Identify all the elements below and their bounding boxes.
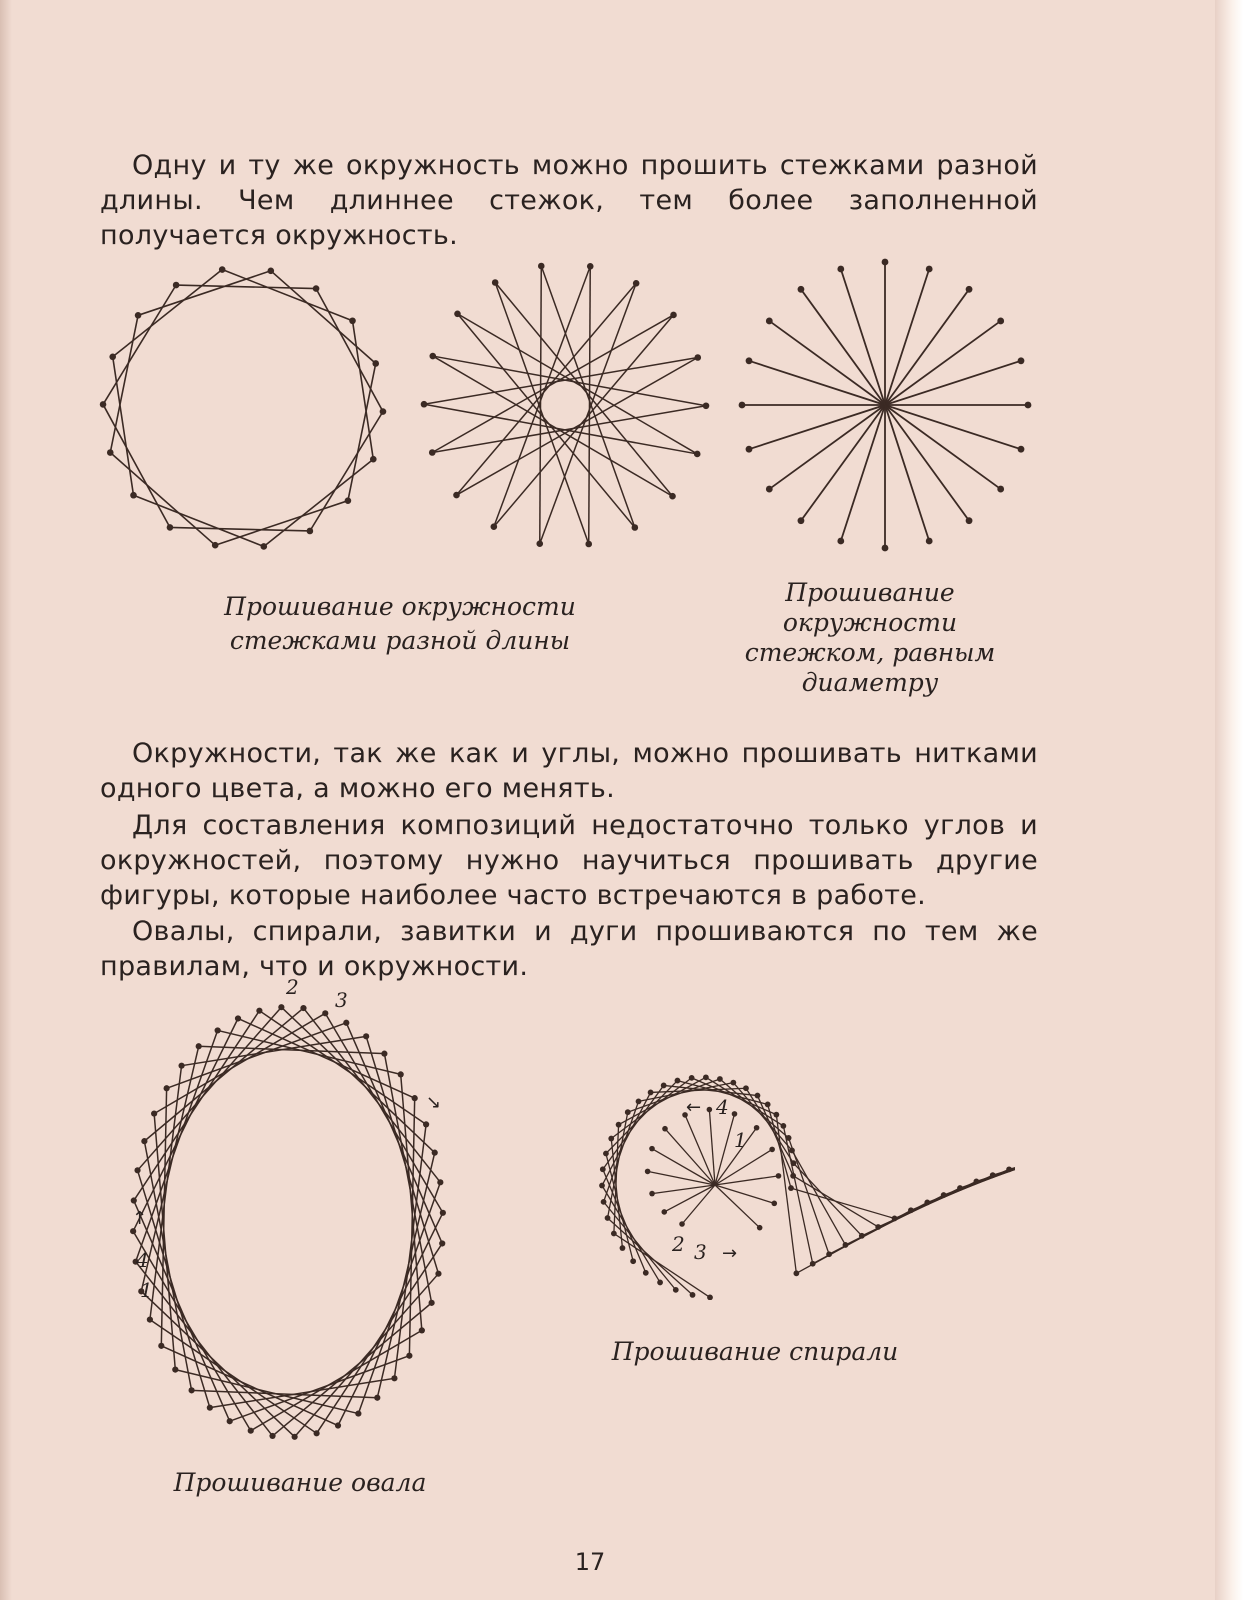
stitch-line: [541, 266, 635, 527]
stitch-hole: [109, 353, 116, 360]
stitch-line: [540, 283, 636, 543]
stitch-line: [144, 1008, 303, 1141]
stitch-hole: [314, 1430, 320, 1436]
stitch-hole: [754, 1125, 760, 1131]
stitch-hole: [739, 402, 746, 409]
stitch-hole: [189, 1387, 195, 1393]
stitch-line: [603, 1085, 664, 1169]
stitch-hole: [491, 523, 498, 530]
stitch-hole: [746, 446, 753, 453]
stitch-hole: [630, 1258, 636, 1264]
stitch-hole: [212, 542, 219, 549]
stitch-line: [133, 1018, 238, 1231]
stitch-line: [317, 1243, 443, 1433]
spiral-stitch-figure: [575, 1040, 1015, 1300]
stitch-hole: [107, 449, 114, 456]
stitch-hole: [703, 1074, 709, 1080]
stitch-hole: [780, 1123, 786, 1129]
stitch-hole: [1025, 402, 1032, 409]
stitch-line: [1009, 1137, 1015, 1169]
stitch-hole: [219, 266, 226, 273]
stitch-hole: [789, 1148, 795, 1154]
stitch-hole: [322, 1010, 328, 1016]
stitch-hole: [130, 1228, 136, 1234]
stitch-hole: [343, 1020, 349, 1026]
stitch-line: [611, 1078, 691, 1139]
stitch-hole: [826, 1251, 832, 1257]
stitch-line: [603, 1169, 646, 1273]
stitch-hole: [757, 1225, 763, 1231]
stitch-hole: [421, 401, 428, 408]
stitch-line: [325, 1013, 443, 1212]
caption-spiral: Прошивание спирали: [611, 1337, 899, 1366]
stitch-line: [133, 495, 263, 546]
stitch-hole: [837, 266, 844, 273]
stitch-line: [133, 1231, 251, 1430]
stitch-line: [138, 1007, 282, 1170]
stitch-line: [495, 283, 589, 544]
stitch-hole: [926, 266, 933, 273]
stitch-hole: [349, 317, 356, 324]
stitch-hole: [990, 1172, 996, 1178]
stitch-line: [338, 1213, 443, 1426]
stitch-line: [791, 1188, 895, 1218]
stitch-line: [540, 266, 542, 544]
stitch-line: [110, 453, 215, 546]
stitch-hole: [703, 402, 710, 409]
stitch-hole: [679, 1221, 685, 1227]
stitch-hole: [307, 528, 314, 535]
stitch-line: [176, 285, 316, 289]
stitch-line: [433, 356, 673, 496]
stitch-hole: [1018, 357, 1025, 364]
stitch-hole: [585, 541, 592, 548]
stitch-hole: [601, 1199, 607, 1205]
stitch-hole: [882, 545, 889, 552]
stitch-hole: [657, 1280, 663, 1286]
stitch-hole: [791, 1160, 797, 1166]
stitch-line: [170, 527, 310, 531]
stitch-line: [134, 1201, 230, 1422]
stitch-hole: [788, 1185, 794, 1191]
stitch-hole: [649, 1146, 655, 1152]
stitch-line: [259, 1011, 426, 1125]
caption-diameter-stitch: Прошивание окружности стежком, равным диаметру: [744, 578, 996, 697]
caption-oval: Прошивание овала: [173, 1468, 427, 1497]
stitch-line: [715, 1176, 778, 1185]
stitch-hole: [643, 1270, 649, 1276]
stitch-hole: [882, 259, 889, 266]
stitch-line: [794, 1163, 862, 1236]
stitch-hole: [439, 1240, 445, 1246]
stitch-line: [316, 289, 383, 412]
stitch-hole: [131, 1197, 137, 1203]
stitch-hole: [164, 1085, 170, 1091]
stitch-hole: [167, 524, 174, 531]
stitch-hole: [773, 1112, 779, 1118]
stitch-hole: [248, 1428, 254, 1434]
stitch-hole: [636, 1098, 642, 1104]
spiral-left-arrow-icon: ←: [686, 1097, 702, 1118]
stitch-hole: [538, 263, 545, 270]
stitch-hole: [661, 1083, 667, 1089]
stitch-hole: [730, 1080, 736, 1086]
paragraph-thread-colors: Окружности, так же как и углы, можно прошивать нитками одного цвета, а можно его менять.: [100, 738, 1038, 804]
stitch-line: [589, 266, 591, 544]
stitch-line: [136, 1030, 218, 1261]
stitch-hole: [372, 360, 379, 367]
stitch-hole: [172, 1367, 178, 1373]
stitch-line: [103, 404, 170, 527]
stitch-hole: [771, 1201, 777, 1207]
stitch-hole: [215, 1027, 221, 1033]
spiral-label-4: 4: [716, 1095, 729, 1119]
stitch-hole: [412, 1095, 418, 1101]
stitch-line: [456, 283, 636, 495]
stitch-hole: [798, 286, 805, 293]
stitch-hole: [147, 1317, 153, 1323]
stitch-hole: [437, 1179, 443, 1185]
stitch-hole: [398, 1071, 404, 1077]
stitch-hole: [717, 1076, 723, 1082]
stitch-hole: [256, 1008, 262, 1014]
stitch-hole: [391, 1375, 397, 1381]
stitch-hole: [611, 1231, 617, 1237]
stitch-hole: [707, 1107, 713, 1113]
stitch-hole: [355, 1410, 361, 1416]
stitch-hole: [235, 1015, 241, 1021]
stitch-hole: [536, 540, 543, 547]
stitch-hole: [207, 1405, 213, 1411]
stitch-line: [103, 285, 176, 404]
stitch-hole: [178, 1063, 184, 1069]
stitch-line: [793, 1176, 878, 1227]
stitch-hole: [423, 1121, 429, 1127]
stitch-hole: [926, 538, 933, 545]
stitch-hole: [134, 1167, 140, 1173]
stitch-line: [150, 1320, 317, 1434]
stitch-hole: [966, 517, 973, 524]
stitch-hole: [859, 1233, 865, 1239]
stitch-hole: [492, 279, 499, 286]
oval-label-2: 2: [286, 975, 299, 999]
stitch-line: [652, 1149, 715, 1185]
stitch-hole: [765, 1102, 771, 1108]
stitch-hole: [798, 517, 805, 524]
stitch-hole: [908, 1207, 914, 1213]
stitch-hole: [605, 1215, 611, 1221]
stitch-hole: [746, 357, 753, 364]
stitch-hole: [603, 1151, 609, 1157]
page-left-edge: [0, 0, 12, 1600]
stitch-line: [273, 1303, 432, 1436]
oval-up-arrow-icon: ↑: [132, 1208, 148, 1229]
stitch-hole: [363, 1033, 369, 1039]
stitch-hole: [766, 318, 773, 325]
stitch-line: [789, 1138, 829, 1254]
stitch-hole: [632, 524, 639, 531]
stitch-hole: [837, 538, 844, 545]
stitch-hole: [755, 1093, 761, 1099]
circle-diameter-stitch-figure: [735, 255, 1040, 555]
stitch-line: [602, 1186, 660, 1283]
stitch-line: [927, 1159, 1015, 1203]
spiral-label-1: 1: [734, 1128, 747, 1152]
stitch-hole: [966, 286, 973, 293]
circle-short-stitch-figure: [95, 265, 395, 555]
stitch-hole: [158, 1343, 164, 1349]
stitch-hole: [633, 280, 640, 287]
stitch-line: [606, 1081, 678, 1154]
stitch-hole: [260, 543, 267, 550]
stitch-hole: [786, 1135, 792, 1141]
stitch-hole: [941, 1192, 947, 1198]
paragraph-ovals-spirals: Овалы, спирали, завитки и дуги прошиваются по тем же правилам, что и окружности.: [100, 916, 1038, 982]
stitch-hole: [776, 1173, 782, 1179]
stitch-line: [271, 271, 376, 364]
stitch-line: [134, 1011, 260, 1201]
stitch-hole: [406, 1353, 412, 1359]
stitch-hole: [151, 1111, 157, 1117]
stitch-hole: [435, 1271, 441, 1277]
paragraph-circle-stitch-length: Одну и ту же окружность можно прошить стежками разной длины. Чем длиннее стежок, тем более заполненной получается окружность.: [100, 150, 1038, 251]
stitch-hole: [670, 312, 677, 319]
stitch-hole: [429, 449, 436, 456]
stitch-hole: [649, 1191, 655, 1197]
oval-label-1: 1: [140, 1278, 153, 1302]
oval-down-arrow-icon: ↘: [426, 1092, 442, 1113]
circle-long-stitch-figure: [415, 255, 715, 555]
caption-circle-stitch-lengths: Прошивание окружности стежками разной длины: [224, 592, 576, 655]
stitch-hole: [662, 1126, 668, 1132]
stitch-line: [604, 1101, 639, 1201]
stitch-hole: [599, 1183, 605, 1189]
stitch-hole: [673, 1287, 679, 1293]
stitch-hole: [453, 492, 460, 499]
oval-label-3: 3: [335, 988, 348, 1012]
stitch-hole: [875, 1224, 881, 1230]
stitch-hole: [345, 497, 352, 504]
stitch-line: [494, 266, 590, 526]
spiral-label-3: 3: [694, 1240, 707, 1264]
stitch-line: [281, 1007, 434, 1152]
paragraph-other-figures: Для составления композиций недостаточно только углов и окружностей, поэтому нужно научиться прошивать другие фигуры, которые наиболее часто встречаются в работе.: [100, 810, 1038, 911]
stitch-hole: [620, 1245, 626, 1251]
stitch-hole: [381, 1051, 387, 1057]
stitch-line: [792, 1150, 845, 1244]
stitch-hole: [370, 456, 377, 463]
stitch-hole: [645, 1169, 651, 1175]
stitch-hole: [892, 1216, 898, 1222]
stitch-hole: [694, 354, 701, 361]
stitch-hole: [429, 1300, 435, 1306]
stitch-hole: [374, 1395, 380, 1401]
stitch-hole: [608, 1136, 614, 1142]
stitch-line: [604, 1202, 676, 1290]
stitch-hole: [100, 401, 107, 408]
stitch-hole: [743, 1085, 749, 1091]
stitch-hole: [141, 1138, 147, 1144]
stitch-line: [494, 315, 674, 527]
stitch-hole: [973, 1178, 979, 1184]
stitch-hole: [429, 353, 436, 360]
stitch-hole: [843, 1242, 849, 1248]
stitch-hole: [268, 267, 275, 274]
stitch-hole: [292, 1434, 298, 1440]
stitch-hole: [661, 1209, 667, 1215]
stitch-line: [136, 1262, 273, 1436]
stitch-line: [303, 1008, 440, 1182]
oval-stitch-figure: [125, 1000, 455, 1450]
stitch-hole: [130, 492, 137, 499]
stitch-hole: [689, 1075, 695, 1081]
stitch-hole: [997, 486, 1004, 493]
stitch-hole: [694, 451, 701, 458]
stitch-hole: [227, 1418, 233, 1424]
stitch-hole: [616, 1122, 622, 1128]
stitch-hole: [675, 1078, 681, 1084]
stitch-line: [495, 283, 672, 497]
stitch-hole: [432, 1150, 438, 1156]
stitch-hole: [173, 282, 180, 289]
spiral-right-arrow-icon: →: [722, 1243, 738, 1264]
stitch-hole: [769, 1147, 775, 1153]
stitch-hole: [335, 1422, 341, 1428]
stitch-line: [222, 270, 352, 321]
stitch-hole: [380, 408, 387, 415]
stitch-hole: [793, 1270, 799, 1276]
oval-label-4: 4: [136, 1248, 149, 1272]
stitch-hole: [766, 486, 773, 493]
stitch-hole: [278, 1004, 284, 1010]
page-number: 17: [574, 1548, 606, 1576]
stitch-hole: [269, 1433, 275, 1439]
stitch-line: [944, 1154, 1015, 1195]
stitch-line: [264, 459, 374, 546]
stitch-hole: [600, 1166, 606, 1172]
stitch-hole: [419, 1327, 425, 1333]
spiral-label-2: 2: [672, 1232, 685, 1256]
stitch-hole: [300, 1005, 306, 1011]
stitch-hole: [1006, 1166, 1012, 1172]
stitch-hole: [790, 1173, 796, 1179]
stitch-line: [138, 271, 271, 316]
stitch-hole: [997, 318, 1004, 325]
stitch-line: [608, 1218, 693, 1295]
stitch-hole: [454, 310, 461, 317]
stitch-hole: [135, 312, 142, 319]
stitch-hole: [313, 285, 320, 292]
stitch-hole: [690, 1292, 696, 1298]
stitch-hole: [810, 1261, 816, 1267]
page-right-edge: [1215, 0, 1243, 1600]
stitch-hole: [732, 1111, 738, 1117]
stitch-line: [457, 314, 697, 454]
stitch-hole: [625, 1109, 631, 1115]
stitch-hole: [440, 1210, 446, 1216]
stitch-line: [310, 412, 383, 531]
stitch-line: [141, 1291, 294, 1436]
stitch-line: [346, 1023, 442, 1244]
stitch-hole: [669, 493, 676, 500]
stitch-hole: [924, 1200, 930, 1206]
stitch-line: [358, 1182, 440, 1413]
stitch-line: [457, 314, 634, 528]
stitch-line: [682, 1185, 715, 1224]
stitch-hole: [648, 1090, 654, 1096]
stitch-line: [113, 270, 223, 357]
stitch-hole: [196, 1043, 202, 1049]
stitch-line: [215, 501, 348, 546]
stitch-hole: [587, 263, 594, 270]
stitch-hole: [1018, 446, 1025, 453]
stitch-line: [295, 1274, 439, 1437]
stitch-hole: [957, 1185, 963, 1191]
